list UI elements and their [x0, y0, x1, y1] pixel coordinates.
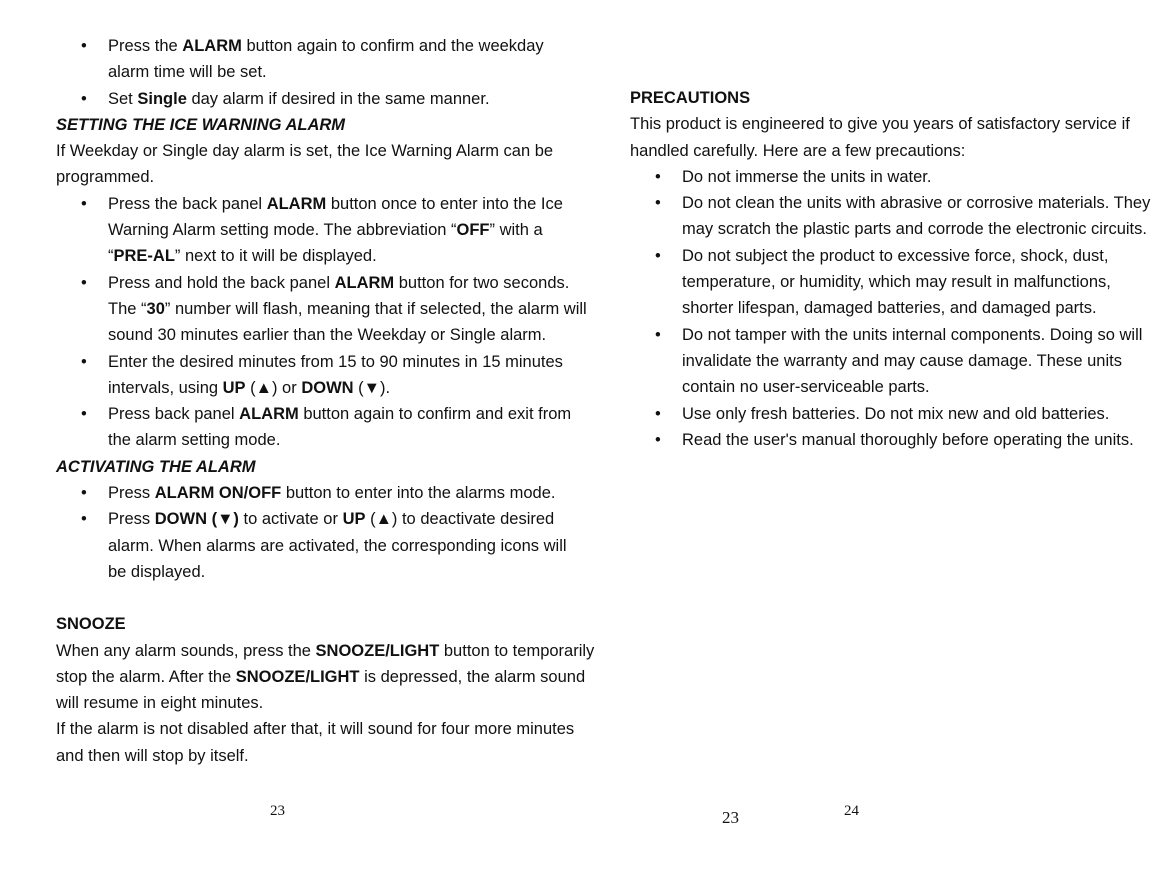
left-column: [56, 33, 595, 769]
list-item: • Read the user's manual thoroughly before operating the units.: [655, 430, 1134, 449]
list-item: • Do not clean the units with abrasive or corrosive materials. They: [655, 194, 1151, 213]
paragraph-line: stop the alarm. After the SNOOZE/LIGHT is depressed, the alarm sound: [56, 667, 586, 686]
list-item-continuation: Warning Alarm setting mode. The abbreviation “OFF” with a: [108, 221, 543, 240]
list-item: • Enter the desired minutes from 15 to 90 minutes in 15 minutes: [81, 352, 563, 371]
paragraph-line: If Weekday or Single day alarm is set, the Ice Warning Alarm can be: [56, 142, 554, 161]
list-item-continuation: invalidate the warranty and may cause damage. These units: [682, 351, 1122, 370]
list-item-continuation: The “30” number will flash, meaning that if selected, the alarm will: [108, 299, 587, 318]
list-item-continuation: sound 30 minutes earlier than the Weekday or Single alarm.: [108, 326, 547, 345]
section-heading-ice-warning: SETTING THE ICE WARNING ALARM: [56, 115, 346, 134]
page-number-middle: 23: [722, 808, 739, 827]
list-item: • Use only fresh batteries. Do not mix new and old batteries.: [655, 404, 1110, 423]
paragraph-line: When any alarm sounds, press the SNOOZE/LIGHT button to temporarily: [56, 641, 595, 660]
list-item-continuation: contain no user-serviceable parts.: [682, 378, 930, 397]
list-item-continuation: the alarm setting mode.: [108, 431, 281, 450]
page-number-right: 24: [844, 803, 859, 819]
paragraph-line: If the alarm is not disabled after that, it will sound for four more minutes: [56, 720, 575, 739]
list-item: • Press the ALARM button again to confirm and the weekday: [81, 37, 544, 55]
section-heading-snooze: SNOOZE: [56, 615, 126, 634]
list-item: • Set Single day alarm if desired in the same manner.: [81, 89, 490, 108]
list-item: • Press DOWN (▼) to activate or UP (▲) to deactivate desired: [81, 510, 555, 529]
list-item: • Press back panel ALARM button again to confirm and exit from: [81, 405, 572, 424]
list-item: • Press the back panel ALARM button once to enter into the Ice: [81, 194, 563, 213]
section-heading-precautions: PRECAUTIONS: [630, 89, 751, 107]
right-column: [630, 85, 1151, 453]
list-item-continuation: be displayed.: [108, 562, 206, 581]
list-item: • Press and hold the back panel ALARM button for two seconds.: [81, 273, 570, 292]
list-item-continuation: intervals, using UP (▲) or DOWN (▼).: [108, 378, 391, 397]
list-item-continuation: “PRE-AL” next to it will be displayed.: [108, 247, 377, 266]
paragraph-line: This product is engineered to give you years of satisfactory service if: [630, 115, 1130, 134]
paragraph-line: programmed.: [56, 168, 155, 187]
list-item-continuation: may scratch the plastic parts and corrode the electronic circuits.: [682, 220, 1147, 239]
list-item: • Do not tamper with the units internal components. Doing so will: [655, 325, 1143, 344]
list-item: • Do not immerse the units in water.: [655, 167, 932, 186]
list-item-continuation: shorter lifespan, damaged batteries, and damaged parts.: [682, 299, 1097, 318]
precautions-list: [630, 164, 1151, 453]
list-item: • Press ALARM ON/OFF button to enter into the alarms mode.: [81, 484, 556, 503]
paragraph-line: and then will stop by itself.: [56, 746, 249, 765]
page-number-left: 23: [270, 803, 285, 819]
paragraph-line: will resume in eight minutes.: [56, 694, 264, 713]
list-item-continuation: temperature, or humidity, which may result in malfunctions,: [682, 273, 1111, 292]
spacer: [56, 585, 536, 611]
paragraph-line: handled carefully. Here are a few precautions:: [630, 141, 966, 160]
list-item-continuation: alarm time will be set.: [108, 63, 267, 82]
list-item: • Do not subject the product to excessive force, shock, dust,: [655, 246, 1109, 265]
list-item-continuation: alarm. When alarms are activated, the corresponding icons will: [108, 536, 567, 555]
section-heading-activating: ACTIVATING THE ALARM: [56, 457, 256, 476]
